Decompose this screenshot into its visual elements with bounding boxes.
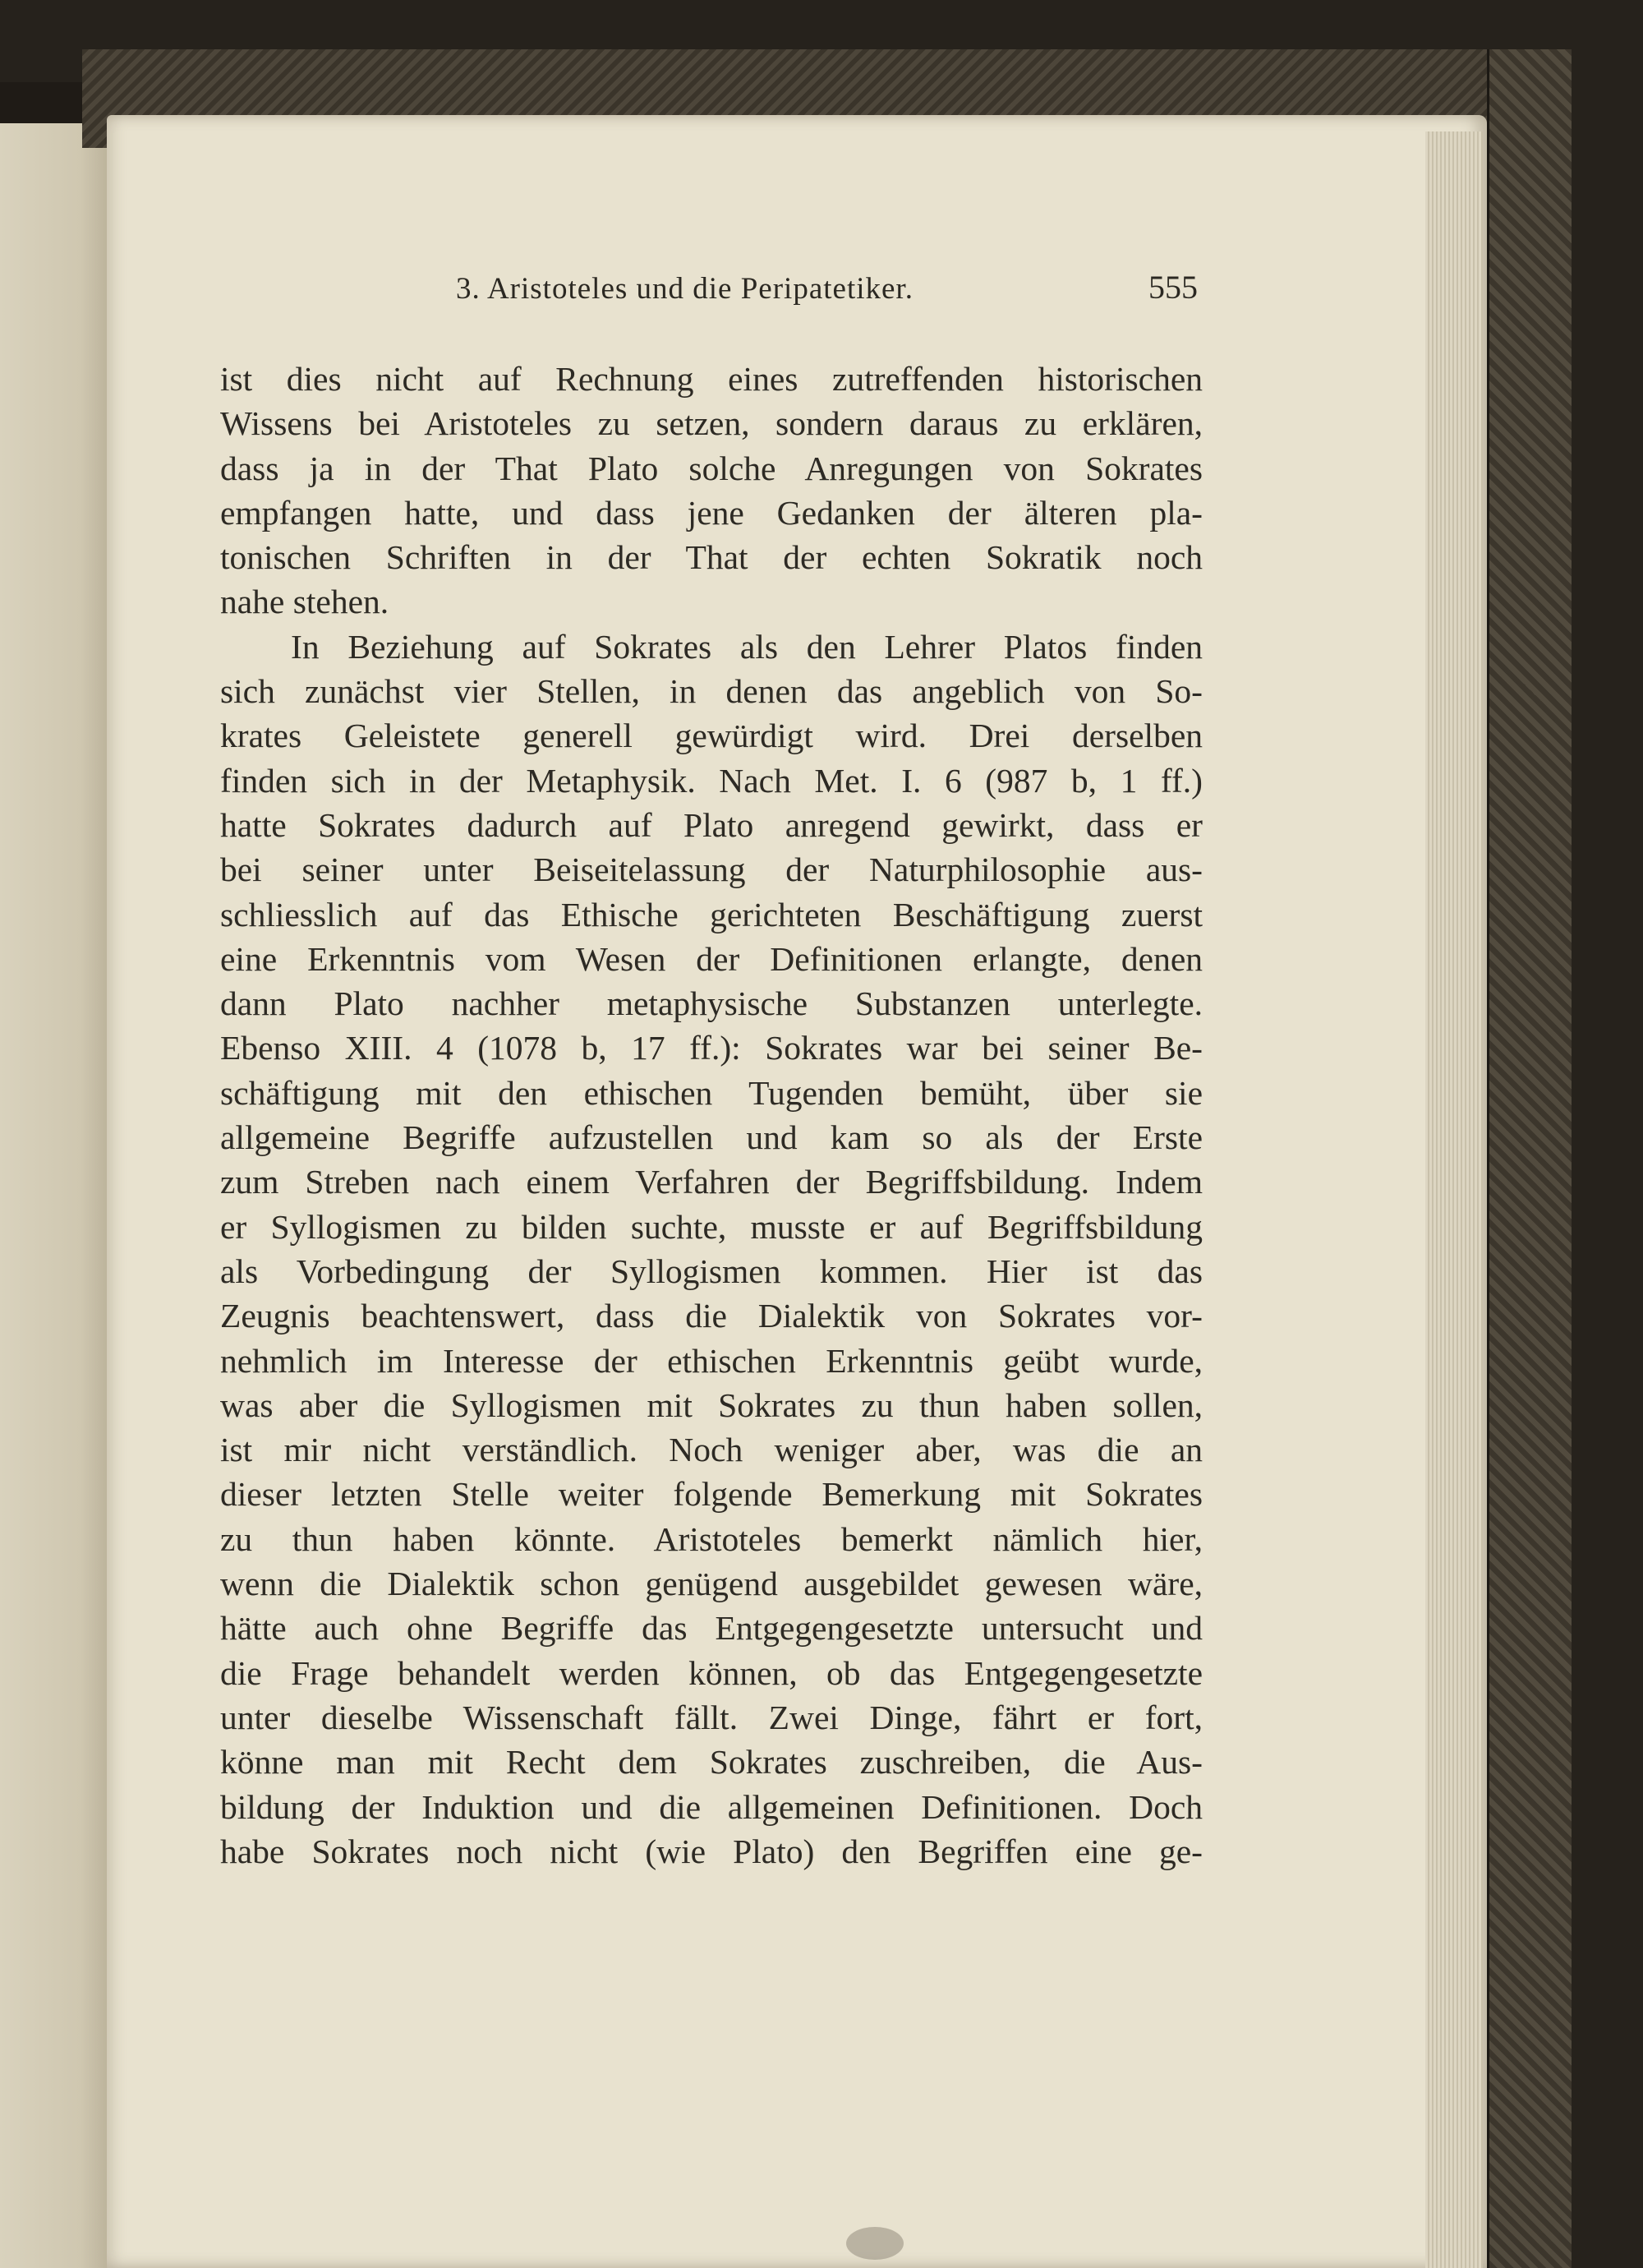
- text-line: als Vorbedingung der Syllogismen kommen. Hier ist das: [220, 1252, 1203, 1290]
- text-line: schliesslich auf das Ethische gerichteten Beschäftigung zuerst: [220, 895, 1203, 933]
- text-line: nahe stehen.: [220, 583, 389, 621]
- text-line: allgemeine Begriffe aufzustellen und kam so als der Erste: [220, 1118, 1203, 1157]
- text-line: die Frage behandelt werden können, ob das Entgegengesetzte: [220, 1653, 1203, 1692]
- text-line: bildung der Induktion und die allgemeinen Definitionen. Doch: [220, 1787, 1203, 1826]
- page-stack-edges: [1425, 131, 1483, 2268]
- text-line: Ebenso XIII. 4 (1078 b, 17 ff.): Sokrates war bei seiner Be-: [220, 1029, 1203, 1067]
- text-line: In Beziehung auf Sokrates als den Lehrer Platos finden: [291, 627, 1203, 666]
- text-line: schäftigung mit den ethischen Tugenden bemüht, über sie: [220, 1073, 1203, 1112]
- text-line: tonischen Schriften in der That der echten Sokratik noch: [220, 538, 1203, 577]
- running-header: [0, 271, 1643, 320]
- text-line: nehmlich im Interesse der ethischen Erkenntnis geübt wurde,: [220, 1341, 1203, 1380]
- text-line: könne man mit Recht dem Sokrates zuschreiben, die Aus-: [220, 1743, 1203, 1782]
- facing-page-edge: [0, 123, 118, 2268]
- text-line: er Syllogismen zu bilden suchte, musste er auf Begriffsbildung: [220, 1207, 1203, 1246]
- text-line: krates Geleistete generell gewürdigt wird. Drei derselben: [220, 717, 1203, 755]
- text-line: empfangen hatte, und dass jene Gedanken der älteren pla-: [220, 493, 1203, 532]
- text-line: finden sich in der Metaphysik. Nach Met. I. 6 (987 b, 1 ff.): [220, 761, 1203, 800]
- book-cover-right: [1487, 49, 1572, 2268]
- text-line: eine Erkenntnis vom Wesen der Definitionen erlangte, denen: [220, 939, 1203, 978]
- text-line: Wissens bei Aristoteles zu setzen, sondern daraus zu erklären,: [220, 404, 1203, 443]
- text-line: ist dies nicht auf Rechnung eines zutreffenden historischen: [220, 360, 1203, 398]
- body-text: [220, 357, 1203, 1874]
- running-header-title: 3. Aristoteles und die Peripatetiker.: [456, 272, 914, 306]
- text-line: ist mir nicht verständlich. Noch weniger aber, was die an: [220, 1431, 1203, 1469]
- text-line: habe Sokrates noch nicht (wie Plato) den Begriffen eine ge-: [220, 1832, 1203, 1870]
- text-line: zu thun haben könnte. Aristoteles bemerkt nämlich hier,: [220, 1519, 1203, 1558]
- text-line: dieser letzten Stelle weiter folgende Bemerkung mit Sokrates: [220, 1475, 1203, 1514]
- text-line: bei seiner unter Beiseitelassung der Naturphilosophie aus-: [220, 850, 1203, 889]
- text-line: hatte Sokrates dadurch auf Plato anregend gewirkt, dass er: [220, 805, 1203, 844]
- text-line: was aber die Syllogismen mit Sokrates zu thun haben sollen,: [220, 1385, 1203, 1424]
- text-line: dass ja in der That Plato solche Anregungen von Sokrates: [220, 449, 1203, 487]
- binding-ornament: [846, 2227, 904, 2260]
- text-line: hätte auch ohne Begriffe das Entgegengesetzte untersucht und: [220, 1609, 1203, 1648]
- text-line: wenn die Dialektik schon genügend ausgebildet gewesen wäre,: [220, 1565, 1203, 1603]
- text-line: Zeugnis beachtenswert, dass die Dialektik von Sokrates vor-: [220, 1297, 1203, 1335]
- page-number: 555: [1148, 269, 1198, 306]
- text-line: dann Plato nachher metaphysische Substanzen unterlegte.: [220, 984, 1203, 1023]
- text-line: unter dieselbe Wissenschaft fällt. Zwei Dinge, fährt er fort,: [220, 1698, 1203, 1736]
- text-line: sich zunächst vier Stellen, in denen das angeblich von So-: [220, 672, 1203, 711]
- text-line: zum Streben nach einem Verfahren der Begriffsbildung. Indem: [220, 1163, 1203, 1201]
